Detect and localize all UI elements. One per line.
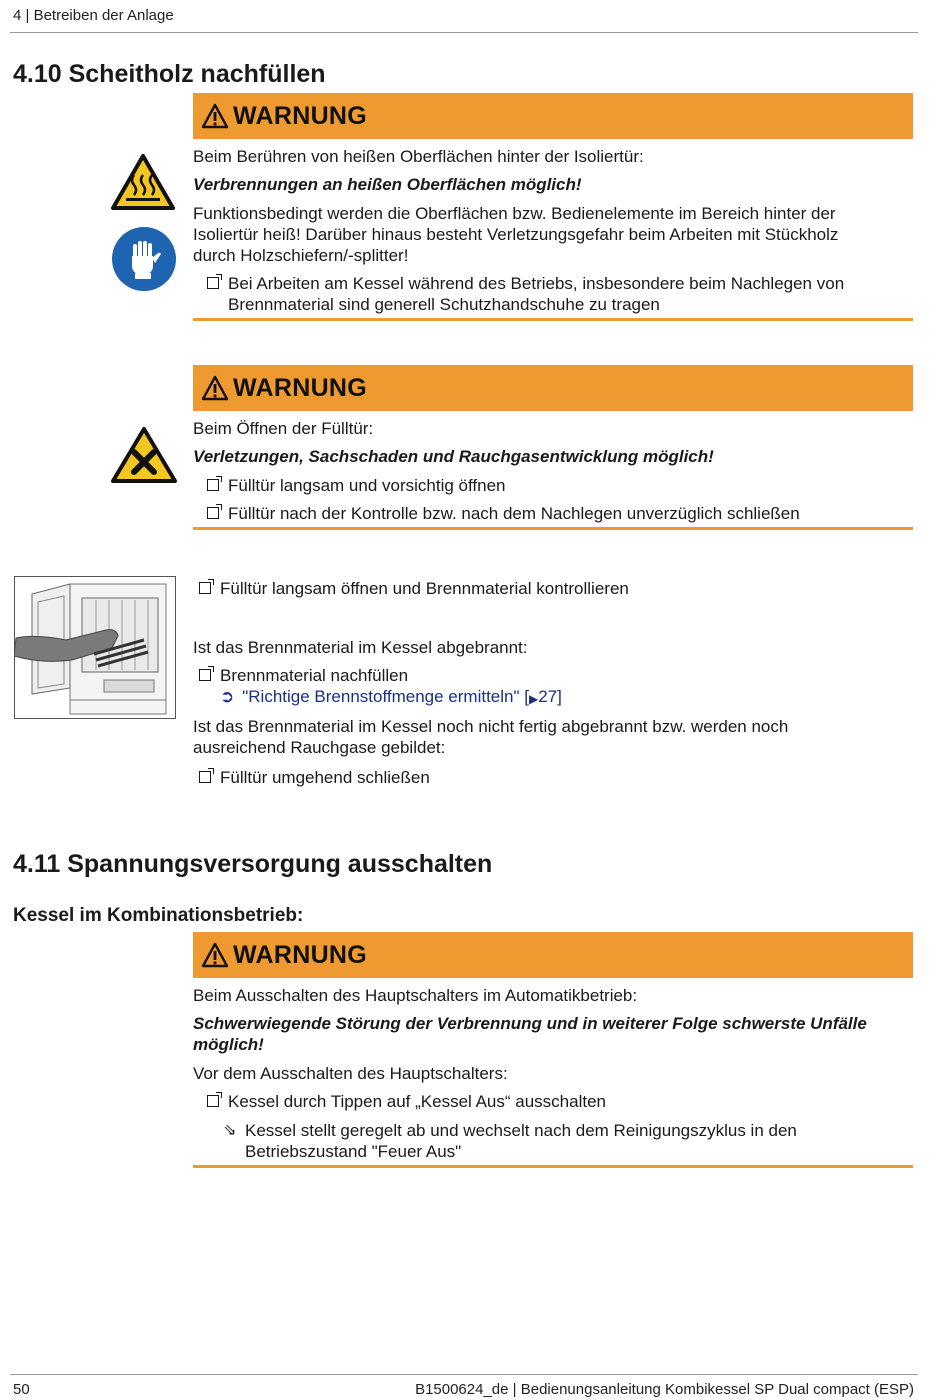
warning-banner-3 bbox=[193, 932, 913, 978]
boiler-refill-illustration bbox=[14, 576, 176, 719]
warning1-situation: Beim Berühren von heißen Oberflächen hinter der Isoliertür: bbox=[193, 147, 644, 166]
warning3-result bbox=[223, 1120, 903, 1162]
result-arrow-icon: ⇘ bbox=[223, 1122, 237, 1139]
warning1-step-line1: Bei Arbeiten am Kessel während des Betriebs, insbesondere beim Nachlegen von bbox=[228, 274, 845, 293]
procedure-case2-line1: Ist das Brennmaterial im Kessel noch nicht fertig abgebrannt bzw. werden noch bbox=[193, 717, 789, 736]
warning2-end-rule bbox=[193, 527, 913, 530]
page-ref-triangle-icon: ▶ bbox=[528, 692, 539, 706]
hot-surface-warning-icon bbox=[110, 153, 176, 211]
checkbox-icon bbox=[199, 582, 211, 594]
warning3-result-line2: Betriebszustand "Feuer Aus" bbox=[245, 1142, 462, 1161]
warning-label: WARNUNG bbox=[233, 101, 368, 130]
warning1-end-rule bbox=[193, 318, 913, 321]
procedure-step2: Brennmaterial nachfüllen bbox=[199, 665, 408, 686]
harmful-irritant-warning-icon bbox=[110, 426, 178, 484]
warning-banner-2 bbox=[193, 365, 913, 411]
checkbox-icon bbox=[207, 479, 219, 491]
warning3-result-line1: Kessel stellt geregelt ab und wechselt nach dem Reinigungszyklus in den bbox=[245, 1121, 797, 1140]
warning3-consequence-line1: Schwerwiegende Störung der Verbrennung und in weiterer Folge schwerste Unfälle bbox=[193, 1014, 867, 1033]
warning-banner-1 bbox=[193, 93, 913, 139]
section-title-4-11: 4.11 Spannungsversorgung ausschalten bbox=[13, 850, 493, 878]
procedure-case1: Ist das Brennmaterial im Kessel abgebrannt: bbox=[193, 638, 528, 657]
procedure-step3: Fülltür umgehend schließen bbox=[199, 767, 430, 788]
warning1-consequence: Verbrennungen an heißen Oberflächen möglich! bbox=[193, 175, 582, 194]
warning2-step1: Fülltür langsam und vorsichtig öffnen bbox=[207, 475, 506, 496]
warning1-body-line3: durch Holzschiefern/-splitter! bbox=[193, 246, 409, 265]
warning1-body-line2: Isoliertür heiß! Darüber hinaus besteht Verletzungsgefahr beim Arbeiten mit Stückholz bbox=[193, 225, 839, 244]
warning-label: WARNUNG bbox=[233, 373, 368, 402]
wear-gloves-icon bbox=[111, 226, 177, 292]
header-divider bbox=[10, 32, 918, 33]
section-title-4-10: 4.10 Scheitholz nachfüllen bbox=[13, 60, 326, 88]
warning3-step: Kessel durch Tippen auf „Kessel Aus“ ausschalten bbox=[207, 1091, 606, 1112]
page-header: 4 | Betreiben der Anlage bbox=[13, 7, 174, 24]
checkbox-icon bbox=[199, 669, 211, 681]
page-number: 50 bbox=[13, 1381, 30, 1398]
arrow-right-icon: ➲ bbox=[220, 687, 235, 706]
warning3-end-rule bbox=[193, 1165, 913, 1168]
warning-triangle-icon bbox=[201, 942, 229, 968]
procedure-step1: Fülltür langsam öffnen und Brennmaterial kontrollieren bbox=[199, 578, 629, 599]
warning-label: WARNUNG bbox=[233, 940, 368, 969]
checkbox-icon bbox=[207, 507, 219, 519]
warning2-consequence: Verletzungen, Sachschaden und Rauchgasentwicklung möglich! bbox=[193, 447, 714, 466]
warning-triangle-icon bbox=[201, 375, 229, 401]
checkbox-icon bbox=[207, 1095, 219, 1107]
warning3-intro: Vor dem Ausschalten des Hauptschalters: bbox=[193, 1064, 508, 1083]
checkbox-icon bbox=[207, 277, 219, 289]
warning2-situation: Beim Öffnen der Fülltür: bbox=[193, 419, 374, 438]
warning3-consequence-line2: möglich! bbox=[193, 1035, 264, 1054]
checkbox-icon bbox=[199, 771, 211, 783]
warning1-step bbox=[207, 273, 907, 315]
warning1-body-line1: Funktionsbedingt werden die Oberflächen bzw. Bedienelemente im Bereich hinter der bbox=[193, 204, 836, 223]
fuel-quantity-link[interactable]: ➲ "Richtige Brennstoffmenge ermitteln" [ ▶ 27] bbox=[220, 686, 562, 710]
warning-triangle-icon bbox=[201, 103, 229, 129]
section-subtitle: Kessel im Kombinationsbetrieb: bbox=[13, 905, 304, 926]
document-info: B1500624_de | Bedienungsanleitung Kombikessel SP Dual compact (ESP) bbox=[415, 1381, 914, 1398]
procedure-case2-line2: ausreichend Rauchgase gebildet: bbox=[193, 738, 446, 757]
warning2-step2: Fülltür nach der Kontrolle bzw. nach dem Nachlegen unverzüglich schließen bbox=[207, 503, 800, 524]
warning1-step-line2: Brennmaterial sind generell Schutzhandschuhe zu tragen bbox=[228, 295, 660, 314]
footer-divider bbox=[10, 1374, 918, 1375]
warning3-situation: Beim Ausschalten des Hauptschalters im Automatikbetrieb: bbox=[193, 986, 638, 1005]
